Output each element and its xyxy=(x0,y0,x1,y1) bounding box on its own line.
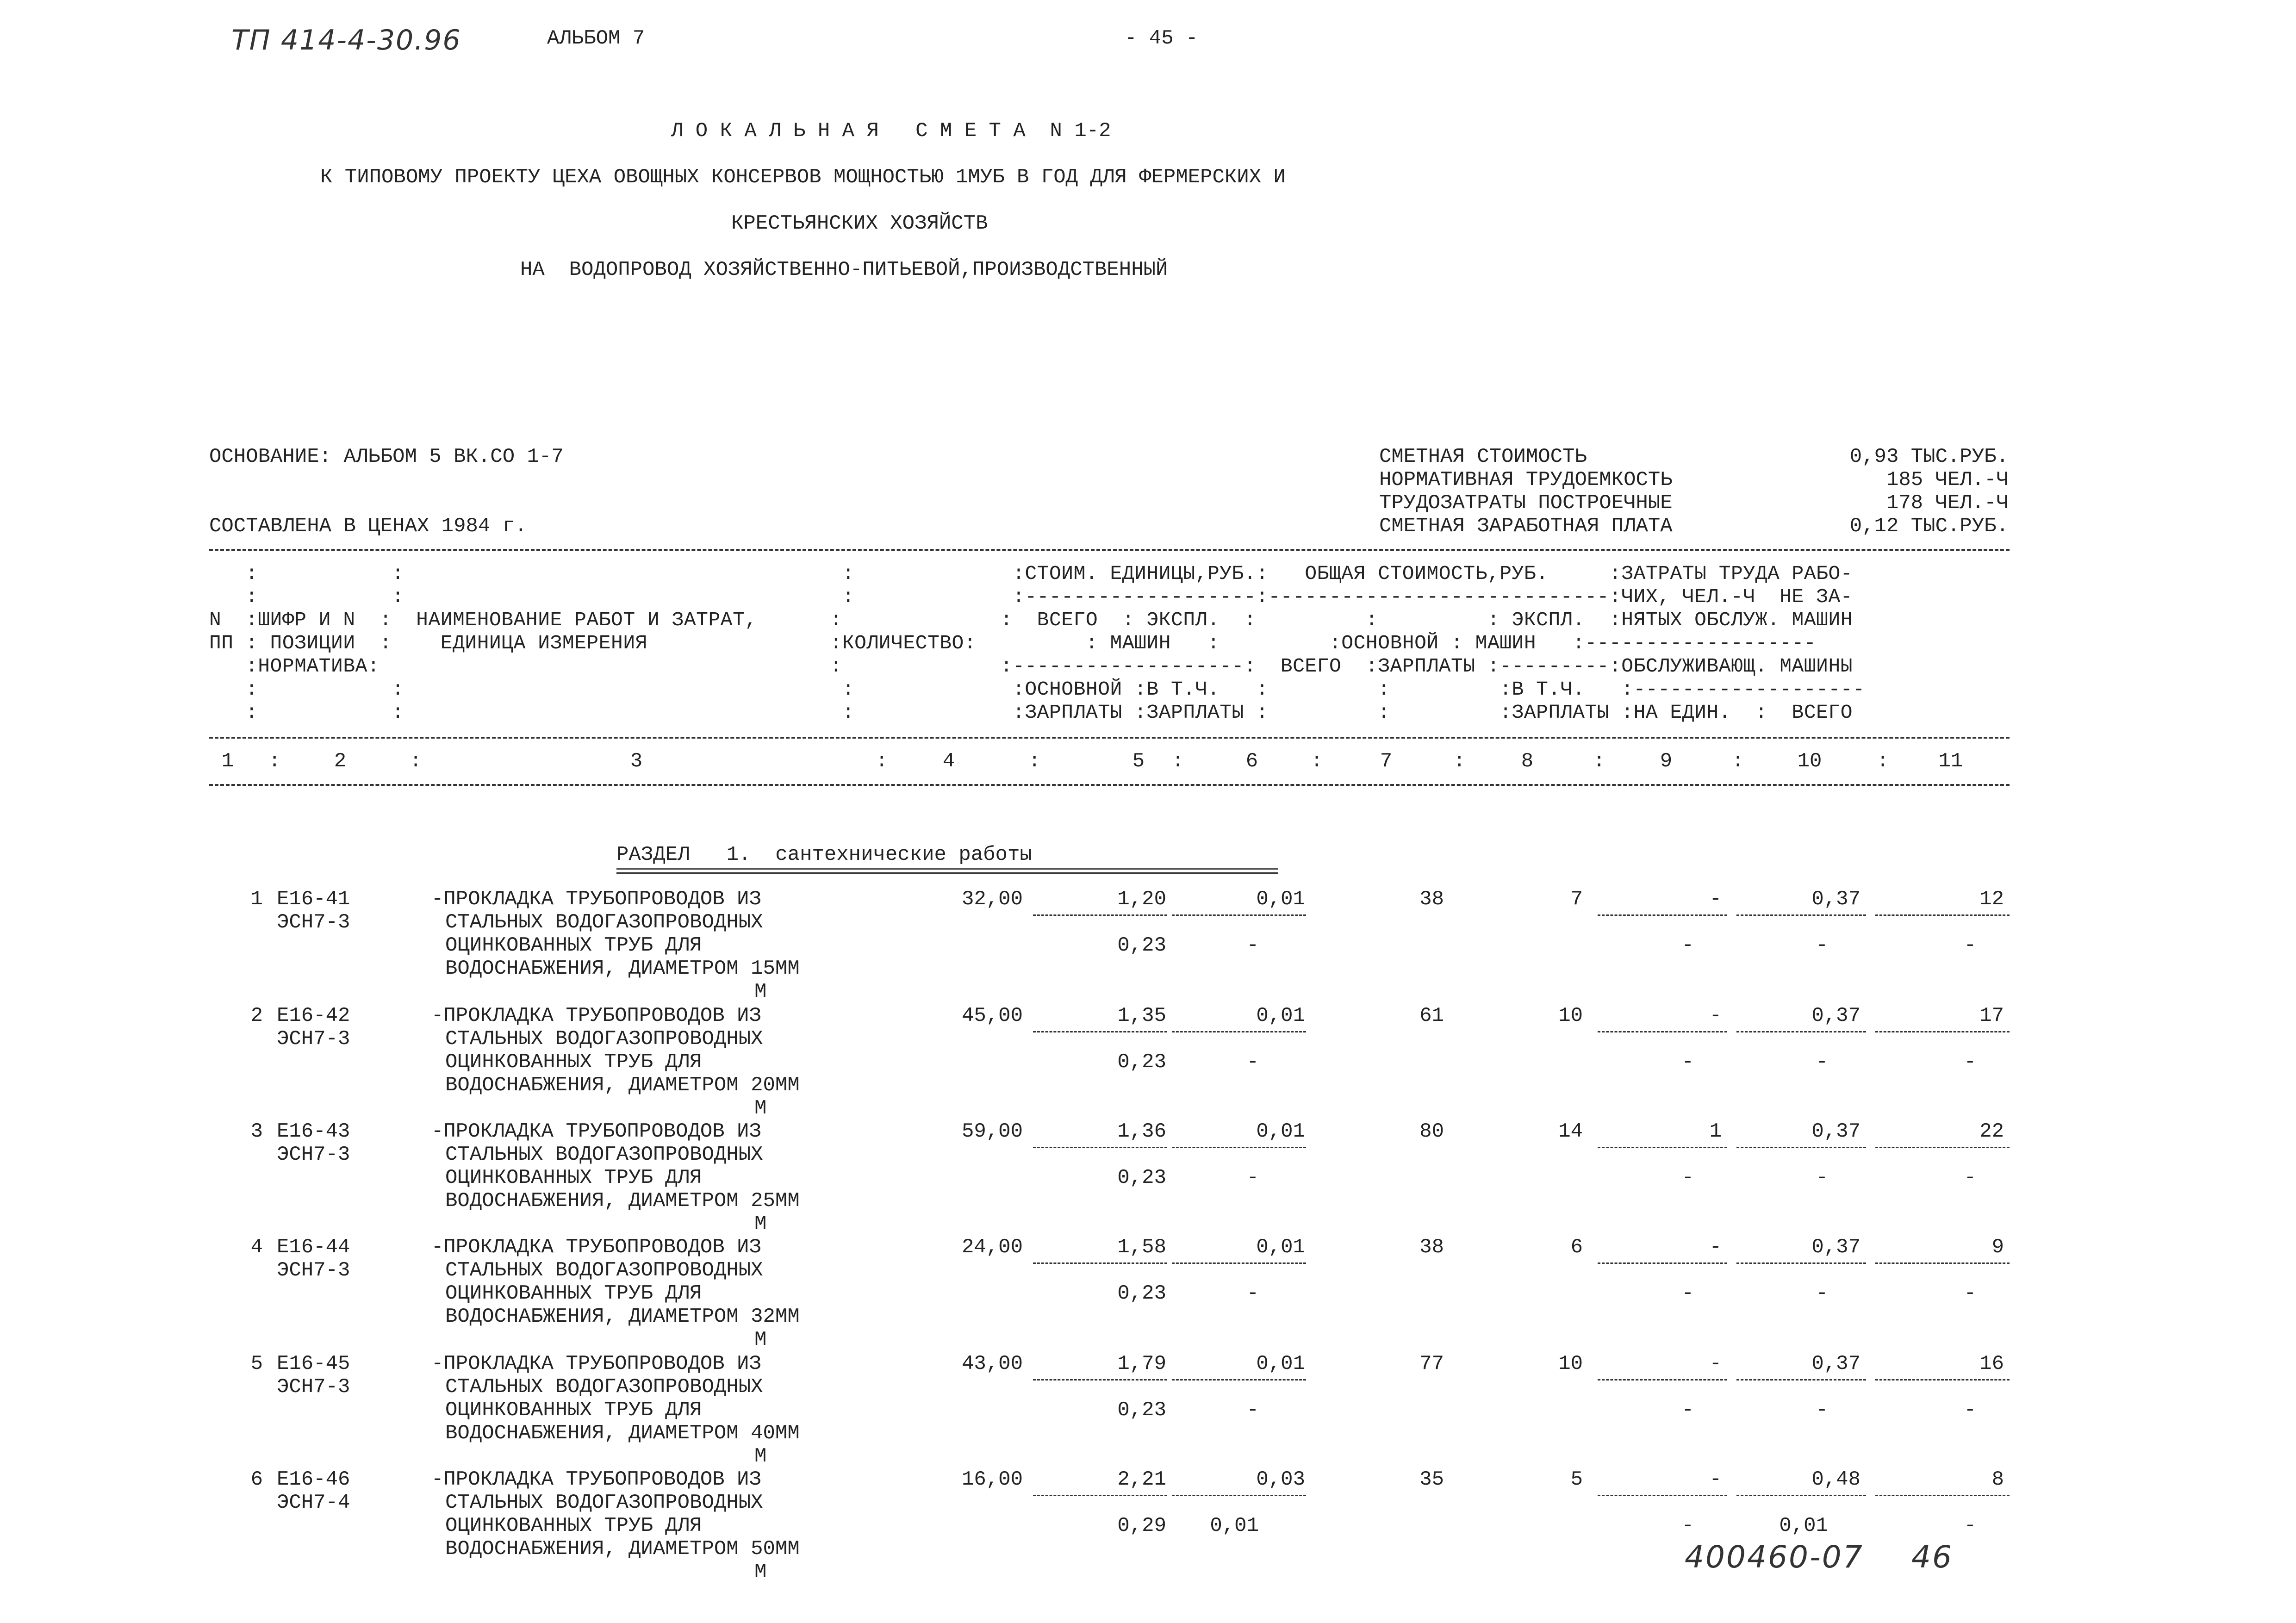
cell-divider xyxy=(1875,1379,2010,1380)
unit-salary: 0,23 xyxy=(1117,934,1166,957)
row-code: Е16-46 xyxy=(277,1468,350,1491)
row-description: СТАЛЬНЫХ ВОДОГАЗОПРОВОДНЫХ xyxy=(445,1259,763,1282)
row-description: СТАЛЬНЫХ ВОДОГАЗОПРОВОДНЫХ xyxy=(445,1375,763,1399)
header-line: : : : :-------------------:----------------------------:ЧИХ, ЧЕЛ.-Ч НЕ ЗА- xyxy=(209,585,1853,608)
column-separator: : xyxy=(1453,750,1466,773)
total-base-salary: 10 xyxy=(1558,1352,1583,1375)
unit-machine-cost: 0,01 xyxy=(1256,888,1305,911)
cell-divider xyxy=(1875,1262,2010,1264)
cell-divider xyxy=(1736,914,1866,916)
title-object: НА ВОДОПРОВОД ХОЗЯЙСТВЕННО-ПИТЬЕВОЙ,ПРОИЗВОДСТВЕННЫЙ xyxy=(520,258,1168,281)
total-machine-cost: 1 xyxy=(1709,1120,1722,1143)
column-separator: : xyxy=(1732,750,1744,773)
unit-total-cost: 1,36 xyxy=(1117,1120,1166,1143)
total-base-salary: 10 xyxy=(1558,1004,1583,1027)
document-code: ТП 414-4-30.96 xyxy=(231,24,461,56)
machine-salary: - xyxy=(1681,1051,1694,1074)
column-number: 10 xyxy=(1797,750,1822,773)
total-machine-cost: - xyxy=(1709,1352,1722,1375)
column-separator: : xyxy=(1877,750,1889,773)
row-quantity: 32,00 xyxy=(961,888,1023,911)
machine-salary: - xyxy=(1681,1166,1694,1189)
labor-per-unit: 0,37 xyxy=(1811,1120,1860,1143)
labor-total: 17 xyxy=(1979,1004,2004,1027)
cell-divider xyxy=(1598,1262,1727,1264)
document-title: Л О К А Л Ь Н А Я С М Е Т А N 1-2 xyxy=(671,119,1111,143)
cell-divider xyxy=(1736,1495,1866,1496)
labor-total: 16 xyxy=(1979,1352,2004,1375)
row-number: 4 xyxy=(250,1236,263,1259)
total-base-salary: 5 xyxy=(1570,1468,1583,1491)
cell-divider xyxy=(1598,1495,1727,1496)
row-description: -ПРОКЛАДКА ТРУБОПРОВОДОВ ИЗ xyxy=(431,888,761,911)
cell-divider xyxy=(1172,1495,1306,1496)
row-description: СТАЛЬНЫХ ВОДОГАЗОПРОВОДНЫХ xyxy=(445,1143,763,1166)
row-description: ВОДОСНАБЖЕНИЯ, ДИАМЕТРОМ 20ММ xyxy=(445,1074,800,1097)
labor-per-unit: 0,37 xyxy=(1811,1004,1860,1027)
machine-salary: - xyxy=(1681,934,1694,957)
labor-total: 9 xyxy=(1991,1236,2004,1259)
page-number: - 45 - xyxy=(1125,27,1198,50)
header-line: : : : :ЗАРПЛАТЫ :ЗАРПЛАТЫ : : :ЗАРПЛАТЫ :НА ЕДИН. : ВСЕГО xyxy=(209,701,1853,724)
summary-label: ТРУДОЗАТРАТЫ ПОСТРОЕЧНЫЕ xyxy=(1379,491,1673,515)
row-description: -ПРОКЛАДКА ТРУБОПРОВОДОВ ИЗ xyxy=(431,1352,761,1375)
row-description: М xyxy=(754,1328,767,1351)
row-description: ВОДОСНАБЖЕНИЯ, ДИАМЕТРОМ 32ММ xyxy=(445,1305,800,1328)
row-number: 1 xyxy=(250,888,263,911)
header-line: ПП : ПОЗИЦИИ : ЕДИНИЦА ИЗМЕРЕНИЯ :КОЛИЧЕСТВО: : МАШИН : :ОСНОВНОЙ : МАШИН :------------------- xyxy=(209,632,1817,654)
summary-value: 178 ЧЕЛ.-Ч xyxy=(1886,491,2009,515)
cell-divider xyxy=(1172,1379,1306,1380)
row-code: Е16-43 xyxy=(277,1120,350,1143)
row-number: 5 xyxy=(250,1352,263,1375)
total-machine-cost: - xyxy=(1709,1236,1722,1259)
basis-text: ОСНОВАНИЕ: АЛЬБОМ 5 ВК.СО 1-7 xyxy=(209,445,564,468)
unit-machine-cost: 0,03 xyxy=(1256,1468,1305,1491)
total-machine-cost: - xyxy=(1709,1004,1722,1027)
row-description: ВОДОСНАБЖЕНИЯ, ДИАМЕТРОМ 25ММ xyxy=(445,1189,800,1213)
row-quantity: 43,00 xyxy=(961,1352,1023,1375)
row-description: СТАЛЬНЫХ ВОДОГАЗОПРОВОДНЫХ xyxy=(445,1491,763,1514)
header-line: : : : :СТОИМ. ЕДИНИЦЫ,РУБ.: ОБЩАЯ СТОИМОСТЬ,РУБ. :ЗАТРАТЫ ТРУДА РАБО- xyxy=(209,562,1853,585)
labor-per-unit: 0,48 xyxy=(1811,1468,1860,1491)
cell-divider xyxy=(1172,914,1306,916)
unit-machine-salary: - xyxy=(1246,1051,1259,1074)
column-separator: : xyxy=(1028,750,1041,773)
row-description: М xyxy=(754,1097,767,1120)
machine-labor-total: - xyxy=(1964,934,1976,957)
row-code-secondary: ЭСН7-3 xyxy=(277,1375,350,1399)
row-description: М xyxy=(754,1561,767,1584)
total-cost: 38 xyxy=(1419,1236,1444,1259)
column-separator: : xyxy=(1593,750,1605,773)
row-quantity: 45,00 xyxy=(961,1004,1023,1027)
row-description: М xyxy=(754,1445,767,1468)
total-cost: 80 xyxy=(1419,1120,1444,1143)
table-header-bottom-rule xyxy=(209,784,2010,786)
unit-salary: 0,23 xyxy=(1117,1399,1166,1422)
unit-machine-cost: 0,01 xyxy=(1256,1352,1305,1375)
machine-labor-per-unit: - xyxy=(1816,934,1828,957)
machine-labor-total: - xyxy=(1964,1399,1976,1422)
cell-divider xyxy=(1736,1379,1866,1380)
summary-value: 0,12 ТЫС.РУБ. xyxy=(1849,515,2009,538)
header-divider xyxy=(209,737,2010,739)
unit-salary: 0,23 xyxy=(1117,1051,1166,1074)
total-machine-cost: - xyxy=(1709,888,1722,911)
cell-divider xyxy=(1033,1147,1167,1148)
row-description: -ПРОКЛАДКА ТРУБОПРОВОДОВ ИЗ xyxy=(431,1004,761,1027)
row-description: М xyxy=(754,980,767,1003)
cell-divider xyxy=(1598,1147,1727,1148)
row-description: ОЦИНКОВАННЫХ ТРУБ ДЛЯ xyxy=(445,1282,702,1305)
title-subject: К ТИПОВОМУ ПРОЕКТУ ЦЕХА ОВОЩНЫХ КОНСЕРВОВ МОЩНОСТЬЮ 1МУБ В ГОД ДЛЯ ФЕРМЕРСКИХ И xyxy=(320,166,1286,189)
row-description: -ПРОКЛАДКА ТРУБОПРОВОДОВ ИЗ xyxy=(431,1120,761,1143)
row-description: -ПРОКЛАДКА ТРУБОПРОВОДОВ ИЗ xyxy=(431,1236,761,1259)
row-code-secondary: ЭСН7-3 xyxy=(277,911,350,934)
row-description: ВОДОСНАБЖЕНИЯ, ДИАМЕТРОМ 15ММ xyxy=(445,957,800,980)
row-quantity: 16,00 xyxy=(961,1468,1023,1491)
cell-divider xyxy=(1598,1031,1727,1032)
unit-salary: 0,29 xyxy=(1117,1514,1166,1537)
cell-divider xyxy=(1875,914,2010,916)
summary-label: СМЕТНАЯ СТОИМОСТЬ xyxy=(1379,445,1587,468)
row-number: 3 xyxy=(250,1120,263,1143)
stamp-code: 400460-07 xyxy=(1685,1539,1864,1575)
cell-divider xyxy=(1598,914,1727,916)
row-code-secondary: ЭСН7-3 xyxy=(277,1259,350,1282)
column-separator: : xyxy=(876,750,888,773)
column-number: 7 xyxy=(1380,750,1393,773)
labor-total: 12 xyxy=(1979,888,2004,911)
section-underline xyxy=(616,868,1278,874)
machine-labor-per-unit: - xyxy=(1816,1399,1828,1422)
machine-labor-per-unit: - xyxy=(1816,1282,1828,1305)
unit-total-cost: 1,79 xyxy=(1117,1352,1166,1375)
row-description: СТАЛЬНЫХ ВОДОГАЗОПРОВОДНЫХ xyxy=(445,1027,763,1051)
column-separator: : xyxy=(410,750,422,773)
row-description: ОЦИНКОВАННЫХ ТРУБ ДЛЯ xyxy=(445,1166,702,1189)
cell-divider xyxy=(1033,1495,1167,1496)
machine-labor-total: - xyxy=(1964,1051,1976,1074)
row-quantity: 59,00 xyxy=(961,1120,1023,1143)
cell-divider xyxy=(1172,1147,1306,1148)
column-number: 3 xyxy=(630,750,643,773)
unit-machine-cost: 0,01 xyxy=(1256,1236,1305,1259)
cell-divider xyxy=(1033,1262,1167,1264)
column-separator: : xyxy=(1172,750,1184,773)
row-number: 6 xyxy=(250,1468,263,1491)
unit-machine-salary: - xyxy=(1246,934,1259,957)
cell-divider xyxy=(1172,1262,1306,1264)
column-number: 2 xyxy=(334,750,347,773)
unit-salary: 0,23 xyxy=(1117,1166,1166,1189)
cell-divider xyxy=(1736,1147,1866,1148)
unit-total-cost: 2,21 xyxy=(1117,1468,1166,1491)
stamp-page: 46 xyxy=(1911,1539,1953,1575)
total-cost: 77 xyxy=(1419,1352,1444,1375)
column-number: 5 xyxy=(1132,750,1145,773)
header-line: : : : :ОСНОВНОЙ :В Т.Ч. : : :В Т.Ч. :------------------- xyxy=(209,678,1865,701)
unit-machine-cost: 0,01 xyxy=(1256,1004,1305,1027)
summary-value: 185 ЧЕЛ.-Ч xyxy=(1886,468,2009,491)
album-label: АЛЬБОМ 7 xyxy=(547,27,645,50)
row-description: М xyxy=(754,1213,767,1236)
machine-labor-total: - xyxy=(1964,1166,1976,1189)
row-description: ОЦИНКОВАННЫХ ТРУБ ДЛЯ xyxy=(445,1051,702,1074)
cell-divider xyxy=(1172,1031,1306,1032)
labor-total: 22 xyxy=(1979,1120,2004,1143)
cell-divider xyxy=(1033,1031,1167,1032)
column-separator: : xyxy=(268,750,281,773)
column-number: 4 xyxy=(942,750,955,773)
total-cost: 38 xyxy=(1419,888,1444,911)
cell-divider xyxy=(1033,1379,1167,1380)
unit-salary: 0,23 xyxy=(1117,1282,1166,1305)
cell-divider xyxy=(1875,1495,2010,1496)
row-code: Е16-41 xyxy=(277,888,350,911)
row-code-secondary: ЭСН7-3 xyxy=(277,1027,350,1051)
table-top-rule xyxy=(209,549,2010,551)
unit-machine-salary: 0,01 xyxy=(1210,1514,1259,1537)
row-code-secondary: ЭСН7-4 xyxy=(277,1491,350,1514)
cell-divider xyxy=(1736,1031,1866,1032)
machine-salary: - xyxy=(1681,1282,1694,1305)
summary-label: СМЕТНАЯ ЗАРАБОТНАЯ ПЛАТА xyxy=(1379,515,1673,538)
section-title: РАЗДЕЛ 1. сантехнические работы xyxy=(616,843,1032,866)
machine-salary: - xyxy=(1681,1399,1694,1422)
cell-divider xyxy=(1033,914,1167,916)
labor-per-unit: 0,37 xyxy=(1811,1236,1860,1259)
machine-labor-per-unit: - xyxy=(1816,1051,1828,1074)
prices-text: СОСТАВЛЕНА В ЦЕНАХ 1984 г. xyxy=(209,515,527,538)
row-description: -ПРОКЛАДКА ТРУБОПРОВОДОВ ИЗ xyxy=(431,1468,761,1491)
cell-divider xyxy=(1875,1147,2010,1148)
row-description: ВОДОСНАБЖЕНИЯ, ДИАМЕТРОМ 40ММ xyxy=(445,1422,800,1445)
row-description: ОЦИНКОВАННЫХ ТРУБ ДЛЯ xyxy=(445,1514,702,1537)
labor-total: 8 xyxy=(1991,1468,2004,1491)
row-code: Е16-42 xyxy=(277,1004,350,1027)
labor-per-unit: 0,37 xyxy=(1811,1352,1860,1375)
total-base-salary: 14 xyxy=(1558,1120,1583,1143)
row-code-secondary: ЭСН7-3 xyxy=(277,1143,350,1166)
row-quantity: 24,00 xyxy=(961,1236,1023,1259)
header-line: :НОРМАТИВА: : :-------------------: ВСЕГО :ЗАРПЛАТЫ :---------:ОБСЛУЖИВАЮЩ. МАШИНЫ xyxy=(209,655,1853,678)
row-code: Е16-44 xyxy=(277,1236,350,1259)
machine-labor-per-unit: 0,01 xyxy=(1779,1514,1828,1537)
column-number: 8 xyxy=(1521,750,1534,773)
summary-label: НОРМАТИВНАЯ ТРУДОЕМКОСТЬ xyxy=(1379,468,1673,491)
machine-labor-total: - xyxy=(1964,1514,1976,1537)
column-separator: : xyxy=(1311,750,1323,773)
total-base-salary: 6 xyxy=(1570,1236,1583,1259)
header-line: N :ШИФР И N : НАИМЕНОВАНИЕ РАБОТ И ЗАТРАТ, : : ВСЕГО : ЭКСПЛ. : : : ЭКСПЛ. :НЯТЫХ ОБСЛУЖ. МАШИН xyxy=(209,609,1853,631)
unit-machine-salary: - xyxy=(1246,1166,1259,1189)
cell-divider xyxy=(1736,1262,1866,1264)
row-description: ОЦИНКОВАННЫХ ТРУБ ДЛЯ xyxy=(445,934,702,957)
unit-machine-salary: - xyxy=(1246,1282,1259,1305)
summary-value: 0,93 ТЫС.РУБ. xyxy=(1849,445,2009,468)
cell-divider xyxy=(1598,1379,1727,1380)
total-cost: 35 xyxy=(1419,1468,1444,1491)
labor-per-unit: 0,37 xyxy=(1811,888,1860,911)
column-number: 1 xyxy=(221,750,234,773)
machine-labor-total: - xyxy=(1964,1282,1976,1305)
column-number: 6 xyxy=(1245,750,1258,773)
total-cost: 61 xyxy=(1419,1004,1444,1027)
unit-total-cost: 1,35 xyxy=(1117,1004,1166,1027)
cell-divider xyxy=(1875,1031,2010,1032)
row-description: ОЦИНКОВАННЫХ ТРУБ ДЛЯ xyxy=(445,1399,702,1422)
row-description: ВОДОСНАБЖЕНИЯ, ДИАМЕТРОМ 50ММ xyxy=(445,1537,800,1561)
title-subject-cont: КРЕСТЬЯНСКИХ ХОЗЯЙСТВ xyxy=(731,212,988,235)
unit-total-cost: 1,58 xyxy=(1117,1236,1166,1259)
row-code: Е16-45 xyxy=(277,1352,350,1375)
row-number: 2 xyxy=(250,1004,263,1027)
total-machine-cost: - xyxy=(1709,1468,1722,1491)
unit-machine-cost: 0,01 xyxy=(1256,1120,1305,1143)
unit-machine-salary: - xyxy=(1246,1399,1259,1422)
total-base-salary: 7 xyxy=(1570,888,1583,911)
machine-salary: - xyxy=(1681,1514,1694,1537)
machine-labor-per-unit: - xyxy=(1816,1166,1828,1189)
row-description: СТАЛЬНЫХ ВОДОГАЗОПРОВОДНЫХ xyxy=(445,911,763,934)
column-number: 11 xyxy=(1938,750,1963,773)
column-number: 9 xyxy=(1660,750,1673,773)
unit-total-cost: 1,20 xyxy=(1117,888,1166,911)
